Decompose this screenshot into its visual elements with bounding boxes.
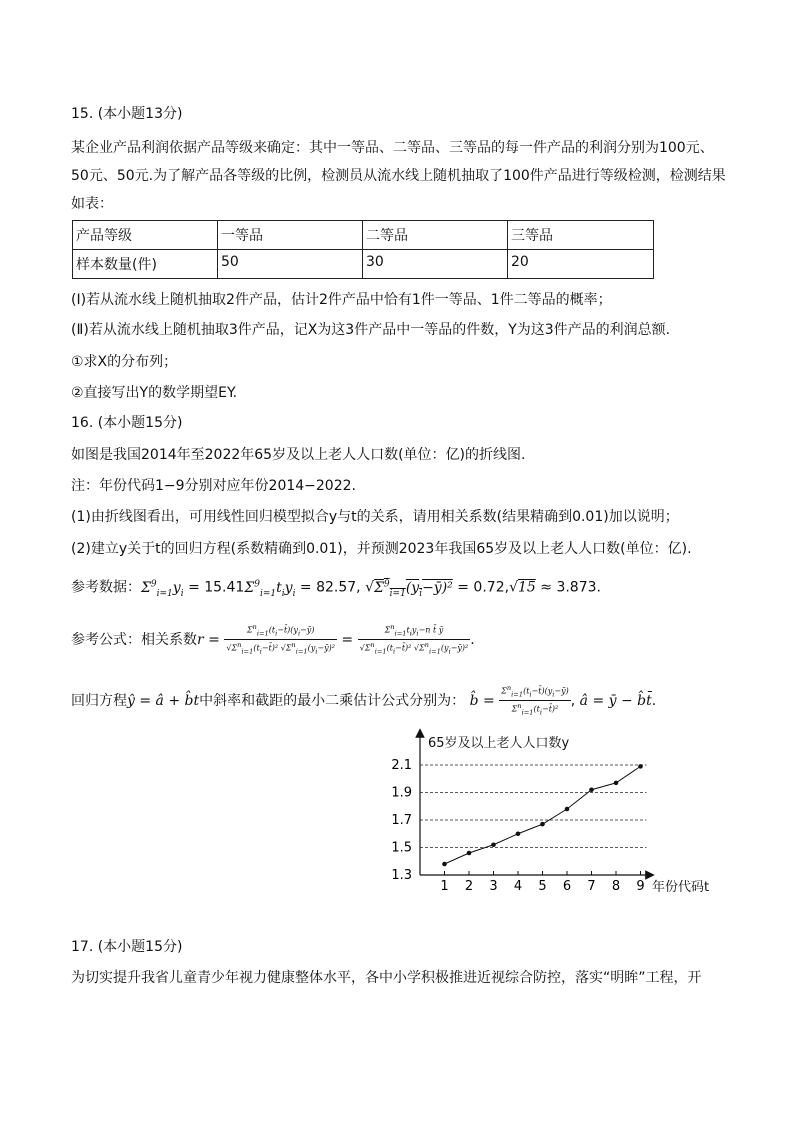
x-tick-label: 3 bbox=[489, 879, 498, 894]
y-tick-label: 1.7 bbox=[391, 813, 412, 828]
y-tick-label: 2.1 bbox=[391, 758, 412, 773]
table-cell: 二等品 bbox=[363, 221, 508, 250]
regression-formula: 回归方程ŷ = â + b̂t中斜率和截距的最小二乘估计公式分别为： b̂ = $\frac{\Sigma^n_{i=1}(t_i-t̄)(y_i-ȳ)}{\Sigma^n_{i=1}(t_i-t̄)^2}$ , â = ȳ − b̂t̄. bbox=[71, 684, 657, 717]
q16-part-2: (2)建立y关于t的回归方程(系数精确到0.01)，并预测2023年我国65岁及以上老人人口数(单位：亿). bbox=[71, 541, 692, 557]
q15-part-2a: ①求X的分布列； bbox=[71, 354, 178, 370]
q15-part-1: (Ⅰ)若从流水线上随机抽取2件产品，估计2件产品中恰有1件一等品、1件二等品的概率； bbox=[71, 292, 612, 308]
data-point bbox=[491, 842, 496, 847]
q17-heading: 17. (本小题15分) bbox=[71, 939, 183, 955]
regression-description: 中斜率和截距的最小二乘估计公式分别为： bbox=[199, 692, 466, 709]
regression-equation: ŷ = â + b̂t bbox=[127, 692, 200, 709]
x-axis-label: 年份代码t bbox=[652, 880, 710, 895]
line-chart bbox=[380, 725, 740, 900]
r-symbol: r bbox=[197, 631, 204, 648]
sum-ty-value: = 82.57, bbox=[299, 579, 361, 596]
data-point bbox=[614, 781, 619, 786]
data-point bbox=[638, 764, 643, 769]
x-tick-label: 2 bbox=[464, 879, 474, 894]
reference-formula-label: 参考公式：相关系数 bbox=[71, 631, 197, 648]
q16-note: 注：年份代码1−9分别对应年份2014−2022. bbox=[71, 478, 356, 494]
q15-heading: 15. (本小题13分) bbox=[71, 106, 183, 122]
x-tick-label: 7 bbox=[587, 879, 596, 894]
data-point bbox=[565, 807, 570, 812]
chart-title: 65岁及以上老人人口数y bbox=[428, 736, 570, 751]
table-row bbox=[73, 250, 654, 279]
q15-part-2: (Ⅱ)若从流水线上随机抽取3件产品，记X为这3件产品中一等品的件数，Y为这3件产品的利润总额. bbox=[71, 322, 671, 338]
sqrt-15-value: ≈ 3.873. bbox=[540, 579, 601, 596]
x-tick-label: 9 bbox=[636, 879, 645, 894]
sum-y-value: = 15.41 bbox=[188, 579, 245, 596]
correlation-fraction-1: $\frac{\Sigma^n_{i=1}(t_i-t̄)(y_i-ȳ)}{√\Sigma^n_{i=1}(t_i-t̄)^2 √\Sigma^n_{i=1}(y_i-ȳ)^2}$ bbox=[226, 623, 335, 656]
q17-paragraph-1: 为切实提升我省儿童青少年视力健康整体水平，各中小学积极推进近视综合防控，落实“明眸”工程，开 bbox=[71, 970, 702, 986]
x-tick-label: 6 bbox=[562, 879, 572, 894]
table-cell: 三等品 bbox=[508, 221, 654, 250]
q15-paragraph-2: 50元、50元.为了解产品各等级的比例，检测员从流水线上随机抽取了100件产品进行等级检测，检测结果 bbox=[71, 168, 726, 184]
reference-data-label: 参考数据： bbox=[71, 579, 141, 596]
sum-ty-formula: $\Sigma^9_{i=1}t_iy_i$ bbox=[244, 579, 296, 599]
data-point bbox=[442, 862, 447, 867]
data-point bbox=[467, 851, 472, 856]
y-tick-label: 1.9 bbox=[391, 785, 412, 801]
table-cell: 20 bbox=[508, 250, 654, 279]
table-cell: 一等品 bbox=[218, 221, 363, 250]
slope-fraction: $\frac{\Sigma^n_{i=1}(t_i-t̄)(y_i-ȳ)}{\Sigma^n_{i=1}(t_i-t̄)^2}$ bbox=[501, 684, 569, 717]
grade-table bbox=[72, 220, 654, 279]
table-row bbox=[73, 221, 654, 250]
q15-paragraph-1: 某企业产品利润依据产品等级来确定：其中一等品、二等品、三等品的每一件产品的利润分别为100元、 bbox=[71, 140, 714, 156]
sum-y-formula: $\Sigma^9_{i=1}y_i$ bbox=[141, 579, 184, 599]
data-point bbox=[589, 787, 594, 792]
sqrt-variance-value: = 0.72, bbox=[457, 579, 510, 596]
table-cell: 产品等级 bbox=[73, 221, 218, 250]
x-tick-label: 4 bbox=[513, 879, 523, 894]
table-cell: 样本数量(件) bbox=[73, 250, 218, 279]
sqrt-15-formula: √15 bbox=[509, 579, 536, 596]
data-point bbox=[516, 831, 521, 836]
q15-part-2b: ②直接写出Y的数学期望EY. bbox=[71, 385, 238, 401]
y-tick-label: 1.5 bbox=[391, 840, 412, 856]
q16-heading: 16. (本小题15分) bbox=[71, 415, 183, 431]
q16-part-1: (1)由折线图看出，可用线性回归模型拟合y与t的关系，请用相关系数(结果精确到0.01)加以说明； bbox=[71, 509, 679, 525]
q16-paragraph-1: 如图是我国2014年至2022年65岁及以上老人人口数(单位：亿)的折线图. bbox=[71, 447, 526, 463]
q15-paragraph-3: 如表： bbox=[71, 196, 113, 212]
sqrt-variance-formula: $√\Sigma^9_{i=1}(y_i-ȳ)^2$ bbox=[365, 579, 453, 599]
regression-prefix: 回归方程 bbox=[71, 692, 127, 709]
a-hat-formula: â = ȳ − b̂t̄ bbox=[579, 692, 652, 709]
table-cell: 30 bbox=[363, 250, 508, 279]
data-point bbox=[540, 822, 545, 827]
table-cell: 50 bbox=[218, 250, 363, 279]
x-tick-label: 8 bbox=[611, 879, 621, 894]
series-line bbox=[445, 766, 641, 864]
b-hat-formula: b̂ = bbox=[469, 692, 495, 709]
y-tick-label: 1.3 bbox=[391, 868, 412, 883]
x-tick-label: 5 bbox=[538, 879, 547, 894]
x-tick-label: 1 bbox=[440, 879, 449, 894]
correlation-fraction-2: $\frac{\Sigma^n_{i=1}t_iy_i-n t̄ ȳ}{√\Sigma^n_{i=1}(t_i-t̄)^2 √\Sigma^n_{i=1}(y_i-ȳ)^2}$ bbox=[359, 623, 469, 656]
reference-formula: 参考公式：相关系数r = $\frac{\Sigma^n_{i=1}(t_i-t̄)(y_i-ȳ)}{√\Sigma^n_{i=1}(t_i-t̄)^2 √\Sigma^n_{i=1}(y_i-ȳ)^2}$ = $\frac{\Sigma^n_{i=1}t_iy_i-n t̄ ȳ}{√\Sigma^n_{i=1}(t_i-t̄)^2 √\Sigma^n_{i=1}(y_i-ȳ)^2}$ . bbox=[71, 623, 475, 656]
reference-data bbox=[71, 574, 601, 603]
